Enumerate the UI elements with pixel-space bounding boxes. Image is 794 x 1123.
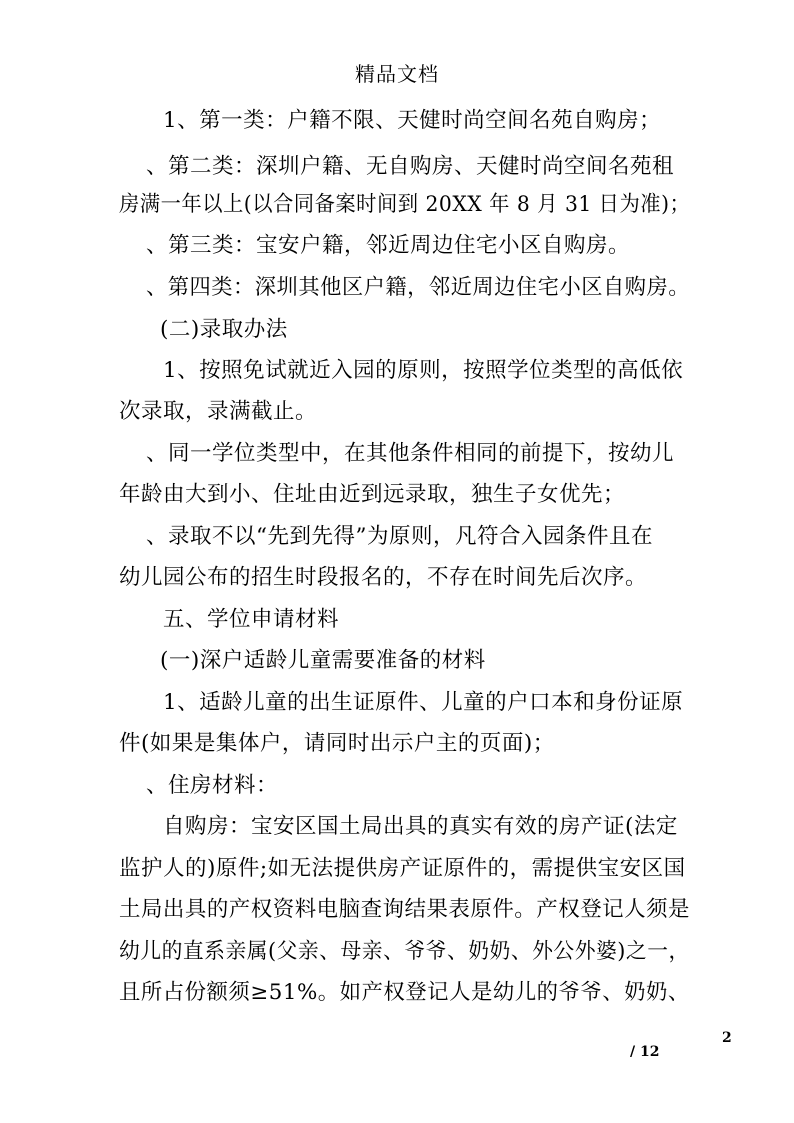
paragraph-line: 幼儿园公布的招生时段报名的，不存在时间先后次序。 [119, 565, 648, 590]
page-total: / 12 [630, 1044, 660, 1060]
page-number: 2 [722, 1030, 732, 1046]
paragraph-line: 、录取不以“先到先得”为原则，凡符合入园条件且在 [146, 524, 653, 549]
page-header-title: 精品文档 [355, 62, 439, 86]
section-heading: (二)录取办法 [160, 317, 288, 342]
paragraph-line: 、第四类：深圳其他区户籍，邻近周边住宅小区自购房。 [146, 275, 691, 300]
paragraph-line: 件(如果是集体户，请同时出示户主的页面)； [119, 731, 555, 756]
paragraph-line: 1、适龄儿童的出生证原件、儿童的户口本和身份证原 [163, 690, 684, 715]
paragraph-line: 监护人的)原件;如无法提供房产证原件的，需提供宝安区国 [119, 856, 686, 881]
paragraph-line: 年龄由大到小、住址由近到远录取，独生子女优先； [119, 482, 626, 507]
paragraph-line: 且所占份额须≥51%。如产权登记人是幼儿的爷爷、奶奶、 [119, 980, 690, 1005]
paragraph-line: 幼儿的直系亲属(父亲、母亲、爷爷、奶奶、外公外婆)之一， [119, 939, 690, 964]
paragraph-line: 、第三类：宝安户籍，邻近周边住宅小区自购房。 [146, 233, 631, 258]
paragraph-line: 、住房材料： [146, 773, 279, 798]
paragraph-line: 1、按照免试就近入园的原则，按照学位类型的高低依 [163, 358, 684, 383]
section-heading: (一)深户适龄儿童需要准备的材料 [160, 648, 486, 673]
paragraph-line: 1、第一类：户籍不限、天健时尚空间名苑自购房； [163, 108, 662, 133]
paragraph-line: 次录取，录满截止。 [119, 399, 318, 424]
paragraph-line: 房满一年以上(以合同备案时间到 20XX 年 8 月 31 日为准)； [119, 192, 691, 217]
paragraph-line: 、第二类：深圳户籍、无自购房、天健时尚空间名苑租 [146, 154, 675, 179]
paragraph-line: 自购房：宝安区国土局出具的真实有效的房产证(法定 [163, 814, 678, 839]
paragraph-line: 、同一学位类型中，在其他条件相同的前提下，按幼儿 [146, 441, 675, 466]
section-heading: 五、学位申请材料 [163, 607, 340, 632]
paragraph-line: 土局出具的产权资料电脑查询结果表原件。产权登记人须是 [119, 897, 691, 922]
